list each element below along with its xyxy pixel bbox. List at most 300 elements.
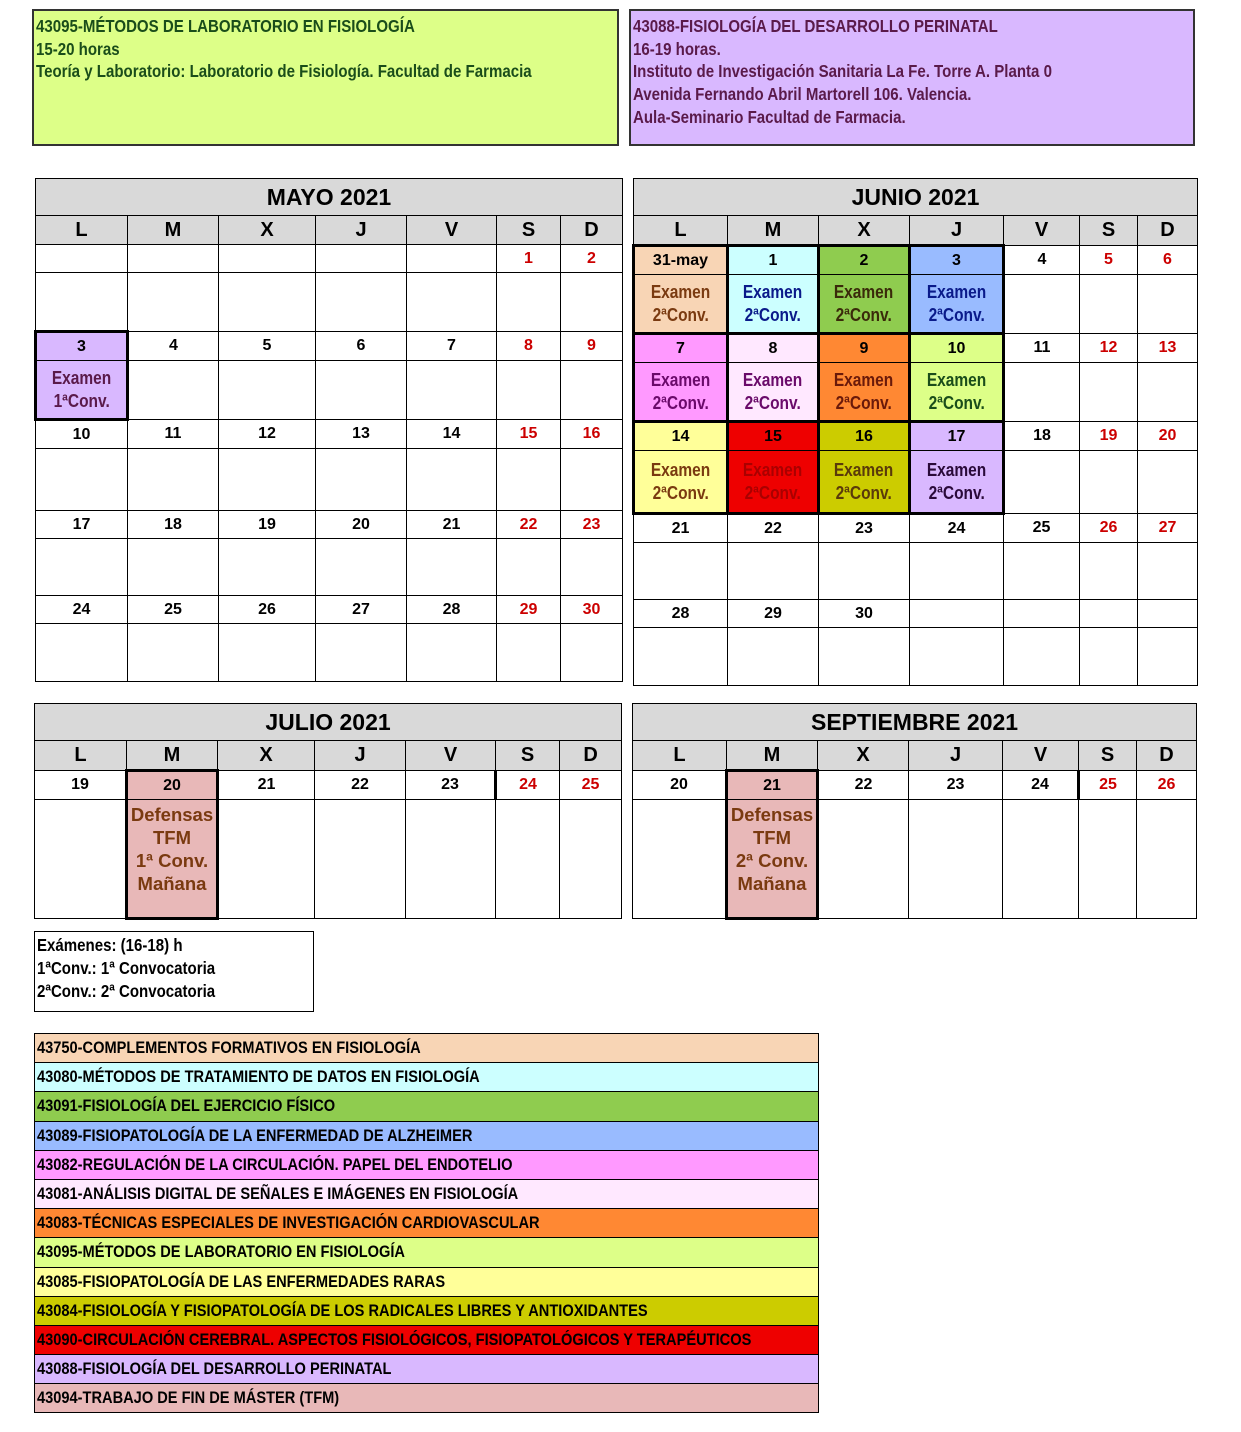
empty-day (316, 245, 407, 273)
week-number-row (36, 596, 623, 624)
day-cell (1080, 628, 1138, 686)
weekday-header: V (406, 741, 496, 771)
exam-cell[interactable] (819, 363, 910, 422)
day-cell (219, 539, 316, 596)
exam-label: Examen (834, 369, 894, 390)
subject-row (35, 1267, 819, 1296)
weekday-header: D (1138, 216, 1198, 246)
info-box-43088-title: 43088-FISIOLOGÍA DEL DESARROLLO PERINATAL (633, 16, 998, 36)
day-cell (819, 543, 910, 600)
exam-cell[interactable] (910, 363, 1004, 422)
weekday-header: D (561, 216, 623, 245)
info-box-43095-location: Teoría y Laboratorio: Laboratorio de Fisiología. Facultad de Farmacia (36, 61, 532, 82)
day-cell (561, 361, 623, 420)
day-number: 27 (1138, 514, 1198, 543)
subject-row (35, 1121, 819, 1150)
day-cell (634, 628, 728, 686)
info-box-43088-location-3: Aula-Seminario Facultad de Farmacia. (633, 106, 906, 127)
legend-line-hours: Exámenes: (16-18) h (37, 935, 183, 955)
day-cell (406, 800, 496, 919)
day-number: 21 (218, 771, 315, 800)
day-number: 9 (819, 334, 910, 363)
day-cell (36, 539, 128, 596)
exam-cell[interactable] (634, 275, 728, 334)
subject-text: 43082-REGULACIÓN DE LA CIRCULACIÓN. PAPEL DEL ENDOTELIO (37, 1154, 513, 1174)
subject-row (35, 1209, 819, 1238)
legend-line-conv2: 2ªConv.: 2ª Convocatoria (37, 981, 216, 1001)
day-cell (128, 361, 219, 420)
info-box-43088 (629, 9, 1195, 146)
subject-label (35, 1325, 819, 1354)
day-number: 20 (316, 511, 407, 539)
day-cell (35, 800, 127, 919)
week-content-row (634, 543, 1198, 600)
day-cell (728, 543, 819, 600)
day-number: 22 (728, 514, 819, 543)
day-cell (497, 539, 561, 596)
day-number: 16 (561, 420, 623, 449)
exam-label: Examen (926, 369, 987, 390)
day-number: 30 (819, 600, 910, 628)
subject-text: 43095-MÉTODOS DE LABORATORIO EN FISIOLOGÍA (37, 1242, 405, 1262)
day-number: 26 (1080, 514, 1138, 543)
day-cell (497, 624, 561, 682)
subject-text: 43089-FISIOPATOLOGÍA DE LA ENFERMEDAD DE ALZHEIMER (37, 1125, 473, 1145)
tfm-defense-line: TFM (752, 827, 791, 848)
month-title: JULIO 2021 (35, 704, 622, 741)
subject-text: 43083-TÉCNICAS ESPECIALES DE INVESTIGACIÓN CARDIOVASCULAR (37, 1213, 540, 1233)
month-title: JUNIO 2021 (634, 179, 1198, 216)
day-cell (1080, 543, 1138, 600)
day-cell (1138, 363, 1198, 422)
subject-row (35, 1063, 819, 1092)
week-number-row (634, 246, 1198, 275)
tfm-defense-line: Defensas (730, 804, 814, 825)
subject-row (35, 1384, 819, 1413)
week-content-row (35, 800, 622, 919)
day-number: 13 (316, 420, 407, 449)
day-number: 7 (407, 332, 497, 361)
calendar-september-2021 (632, 703, 1197, 920)
day-number: 6 (1138, 246, 1198, 275)
weekday-header: J (910, 216, 1004, 246)
weekday-header-row (35, 741, 622, 771)
day-cell (316, 273, 407, 332)
subject-row (35, 1296, 819, 1325)
week-number-row (634, 514, 1198, 543)
exam-convocatoria: 2ªConv. (835, 304, 893, 325)
subject-row (35, 1179, 819, 1208)
subject-text: 43090-CIRCULACIÓN CEREBRAL. ASPECTOS FISIOLÓGICOS, FISIOPATOLÓGICOS Y TERAPÉUTICOS (37, 1329, 752, 1349)
day-number: 31-may (634, 246, 728, 275)
day-number: 12 (219, 420, 316, 449)
day-number: 29 (497, 596, 561, 624)
exam-convocatoria: 2ªConv. (744, 304, 802, 325)
exam-label: Examen (650, 369, 711, 390)
exam-label: Examen (650, 459, 711, 480)
day-number: 25 (560, 771, 622, 800)
weekday-header: M (727, 741, 818, 771)
exam-label: Examen (650, 281, 711, 302)
day-cell (1080, 451, 1138, 514)
week-content-row (634, 275, 1198, 334)
day-number: 19 (1080, 422, 1138, 451)
exam-label: Examen (834, 459, 894, 480)
empty-day (1138, 600, 1198, 628)
empty-day (36, 245, 128, 273)
day-cell (36, 449, 128, 511)
exam-convocatoria: 2ªConv. (835, 392, 893, 413)
week-content-row (36, 361, 623, 420)
day-number: 26 (219, 596, 316, 624)
week-number-row (634, 422, 1198, 451)
exam-cell[interactable] (634, 451, 728, 514)
day-cell (1138, 543, 1198, 600)
subject-row (35, 1034, 819, 1063)
day-cell (219, 361, 316, 420)
day-cell (633, 800, 727, 919)
subject-label (35, 1384, 819, 1413)
day-cell (819, 628, 910, 686)
day-cell (316, 539, 407, 596)
day-cell (1138, 451, 1198, 514)
day-cell (1138, 628, 1198, 686)
day-cell (218, 800, 315, 919)
exam-convocatoria: 2ªConv. (928, 304, 985, 325)
weekday-header: L (634, 216, 728, 246)
day-number: 1 (728, 246, 819, 275)
subject-text: 43081-ANÁLISIS DIGITAL DE SEÑALES E IMÁGENES EN FISIOLOGÍA (37, 1184, 519, 1204)
info-box-43095-hours: 15-20 horas (36, 38, 120, 59)
weekday-header: J (909, 741, 1003, 771)
subject-label (35, 1063, 819, 1092)
weekday-header: D (1137, 741, 1197, 771)
day-number: 27 (316, 596, 407, 624)
day-cell (128, 449, 219, 511)
subject-label (35, 1092, 819, 1121)
info-box-43095-title: 43095-MÉTODOS DE LABORATORIO EN FISIOLOGÍA (36, 16, 415, 36)
weekday-header: L (35, 741, 127, 771)
weekday-header: V (407, 216, 497, 245)
tfm-defense-line: 1ª Conv. (135, 850, 209, 871)
day-number: 1 (497, 245, 561, 273)
week-number-row (633, 771, 1197, 800)
day-cell (560, 800, 622, 919)
day-number: 3 (910, 246, 1004, 275)
weekday-header: X (219, 216, 316, 245)
day-number: 19 (35, 771, 127, 800)
day-number: 15 (497, 420, 561, 449)
subject-text: 43084-FISIOLOGÍA Y FISIOPATOLOGÍA DE LOS RADICALES LIBRES Y ANTIOXIDANTES (37, 1300, 648, 1320)
day-cell (1004, 363, 1080, 422)
month-title: SEPTIEMBRE 2021 (633, 704, 1197, 741)
day-number: 20 (1138, 422, 1198, 451)
day-number: 24 (496, 771, 560, 800)
day-number: 18 (128, 511, 219, 539)
exam-convocatoria: 1ªConv. (53, 390, 110, 411)
day-cell (219, 449, 316, 511)
day-cell (128, 539, 219, 596)
info-box-43088-hours: 16-19 horas. (633, 38, 721, 59)
weekday-header: X (819, 216, 910, 246)
weekday-header: L (36, 216, 128, 245)
info-box-43088-location-1: Instituto de Investigación Sanitaria La Fe. Torre A. Planta 0 (633, 61, 1052, 82)
weekday-header: V (1003, 741, 1079, 771)
day-cell (561, 624, 623, 682)
day-number: 26 (1137, 771, 1197, 800)
day-cell (634, 543, 728, 600)
week-number-row (36, 332, 623, 361)
day-number: 11 (128, 420, 219, 449)
week-number-row (36, 511, 623, 539)
weekday-header: X (218, 741, 315, 771)
subject-label (35, 1267, 819, 1296)
day-number: 25 (128, 596, 219, 624)
day-number: 30 (561, 596, 623, 624)
subject-label (35, 1209, 819, 1238)
day-number: 19 (219, 511, 316, 539)
week-number-row (36, 245, 623, 273)
subject-row (35, 1150, 819, 1179)
day-number: 14 (407, 420, 497, 449)
day-cell (407, 449, 497, 511)
week-content-row (36, 449, 623, 511)
day-number: 22 (818, 771, 909, 800)
day-cell (1003, 800, 1079, 919)
day-number: 17 (36, 511, 128, 539)
day-number: 21 (634, 514, 728, 543)
weekday-header: J (315, 741, 406, 771)
exam-label: Examen (926, 459, 987, 480)
subject-text: 43080-MÉTODOS DE TRATAMIENTO DE DATOS EN FISIOLOGÍA (37, 1067, 480, 1087)
day-cell (910, 628, 1004, 686)
exam-cell[interactable] (728, 363, 819, 422)
weekday-header: J (316, 216, 407, 245)
day-number: 17 (910, 422, 1004, 451)
day-number: 23 (819, 514, 910, 543)
exam-label: Examen (834, 281, 894, 302)
day-cell (316, 624, 407, 682)
weekday-header: X (818, 741, 909, 771)
weekday-header: M (127, 741, 218, 771)
day-cell (497, 273, 561, 332)
subject-text: 43091-FISIOLOGÍA DEL EJERCICIO FÍSICO (37, 1096, 336, 1116)
day-number: 5 (219, 332, 316, 361)
subject-label (35, 1238, 819, 1267)
day-cell (219, 624, 316, 682)
exam-label: Examen (743, 459, 803, 480)
subject-text: 43085-FISIOPATOLOGÍA DE LAS ENFERMEDADES RARAS (37, 1271, 446, 1291)
day-cell (315, 800, 406, 919)
day-cell (1079, 800, 1137, 919)
subject-text: 43088-FISIOLOGÍA DEL DESARROLLO PERINATAL (37, 1359, 392, 1379)
empty-day (128, 245, 219, 273)
day-number: 20 (633, 771, 727, 800)
day-number: 24 (1003, 771, 1079, 800)
day-number: 14 (634, 422, 728, 451)
exam-cell[interactable] (634, 363, 728, 422)
day-cell (818, 800, 909, 919)
day-number: 24 (36, 596, 128, 624)
day-number: 6 (316, 332, 407, 361)
weekday-header: S (1079, 741, 1137, 771)
exam-legend (34, 931, 314, 1012)
tfm-defense-cell[interactable] (727, 800, 818, 919)
day-cell (1004, 628, 1080, 686)
day-cell (561, 539, 623, 596)
subject-text: 43094-TRABAJO DE FIN DE MÁSTER (TFM) (37, 1388, 340, 1408)
weekday-header: L (633, 741, 727, 771)
week-content-row (36, 273, 623, 332)
week-content-row (36, 624, 623, 682)
day-cell (1004, 451, 1080, 514)
calendar-july-2021 (34, 703, 622, 920)
exam-cell[interactable] (36, 361, 128, 420)
day-cell (1004, 543, 1080, 600)
day-number: 28 (634, 600, 728, 628)
day-cell (407, 539, 497, 596)
day-number: 8 (728, 334, 819, 363)
day-number: 4 (1004, 246, 1080, 275)
weekday-header: V (1004, 216, 1080, 246)
day-cell (497, 361, 561, 420)
calendar-may-2021 (34, 178, 623, 682)
day-number: 18 (1004, 422, 1080, 451)
empty-day (219, 245, 316, 273)
week-number-row (634, 600, 1198, 628)
day-number: 21 (727, 771, 818, 800)
day-cell (36, 624, 128, 682)
exam-convocatoria: 2ªConv. (744, 482, 802, 503)
week-number-row (634, 334, 1198, 363)
exam-cell[interactable] (910, 451, 1004, 514)
week-content-row (633, 800, 1197, 919)
weekday-header: D (560, 741, 622, 771)
week-number-row (35, 771, 622, 800)
week-content-row (634, 451, 1198, 514)
weekday-header-row (634, 216, 1198, 246)
weekday-header: M (728, 216, 819, 246)
weekday-header: S (497, 216, 561, 245)
exam-cell[interactable] (728, 275, 819, 334)
day-number: 25 (1004, 514, 1080, 543)
day-cell (561, 273, 623, 332)
day-number: 23 (406, 771, 496, 800)
tfm-defense-line: Mañana (737, 873, 807, 894)
day-number: 8 (497, 332, 561, 361)
exam-label: Examen (743, 369, 803, 390)
exam-convocatoria: 2ªConv. (652, 482, 709, 503)
subject-label (35, 1034, 819, 1063)
day-number: 10 (36, 420, 128, 449)
subject-text: 43750-COMPLEMENTOS FORMATIVOS EN FISIOLOGÍA (37, 1038, 421, 1058)
day-number: 10 (910, 334, 1004, 363)
day-number: 15 (728, 422, 819, 451)
day-cell (36, 273, 128, 332)
day-cell (909, 800, 1003, 919)
day-number: 7 (634, 334, 728, 363)
day-number: 22 (497, 511, 561, 539)
day-cell (1080, 275, 1138, 334)
day-number: 2 (561, 245, 623, 273)
info-box-43095 (32, 9, 619, 146)
day-number: 13 (1138, 334, 1198, 363)
day-cell (316, 361, 407, 420)
exam-convocatoria: 2ªConv. (744, 392, 802, 413)
exam-convocatoria: 2ªConv. (652, 392, 709, 413)
week-content-row (36, 539, 623, 596)
exam-cell[interactable] (910, 275, 1004, 334)
weekday-header-row (633, 741, 1197, 771)
exam-label: Examen (926, 281, 987, 302)
week-content-row (634, 363, 1198, 422)
exam-cell[interactable] (728, 451, 819, 514)
subject-label (35, 1121, 819, 1150)
day-number: 11 (1004, 334, 1080, 363)
weekday-header: M (128, 216, 219, 245)
exam-label: Examen (743, 281, 803, 302)
day-number: 24 (910, 514, 1004, 543)
tfm-defense-line: TFM (152, 827, 191, 848)
day-number: 5 (1080, 246, 1138, 275)
day-number: 16 (819, 422, 910, 451)
day-number: 3 (36, 332, 128, 361)
day-number: 23 (909, 771, 1003, 800)
day-cell (910, 543, 1004, 600)
day-cell (1004, 275, 1080, 334)
subject-label (35, 1150, 819, 1179)
weekday-header-row (36, 216, 623, 245)
day-number: 25 (1079, 771, 1137, 800)
day-cell (497, 449, 561, 511)
subject-label (35, 1296, 819, 1325)
day-number: 28 (407, 596, 497, 624)
subject-row (35, 1355, 819, 1384)
day-cell (561, 449, 623, 511)
tfm-defense-line: Mañana (137, 873, 207, 894)
subject-row (35, 1092, 819, 1121)
tfm-defense-line: Defensas (130, 804, 214, 825)
exam-cell[interactable] (819, 451, 910, 514)
day-cell (407, 361, 497, 420)
day-number: 9 (561, 332, 623, 361)
day-number: 12 (1080, 334, 1138, 363)
day-cell (128, 273, 219, 332)
subject-label (35, 1355, 819, 1384)
weekday-header: S (496, 741, 560, 771)
subject-row (35, 1238, 819, 1267)
week-number-row (36, 420, 623, 449)
exam-convocatoria: 2ªConv. (652, 304, 709, 325)
subject-row (35, 1325, 819, 1354)
exam-convocatoria: 2ªConv. (928, 392, 985, 413)
day-number: 22 (315, 771, 406, 800)
day-cell (219, 273, 316, 332)
day-cell (496, 800, 560, 919)
exam-convocatoria: 2ªConv. (928, 482, 985, 503)
tfm-defense-line: 2ª Conv. (735, 850, 809, 871)
day-number: 29 (728, 600, 819, 628)
exam-label: Examen (51, 367, 112, 388)
week-content-row (634, 628, 1198, 686)
month-title: MAYO 2021 (36, 179, 623, 216)
tfm-defense-cell[interactable] (127, 800, 218, 919)
legend-line-conv1: 1ªConv.: 1ª Convocatoria (37, 958, 216, 978)
exam-cell[interactable] (819, 275, 910, 334)
day-cell (407, 273, 497, 332)
day-cell (316, 449, 407, 511)
empty-day (1080, 600, 1138, 628)
